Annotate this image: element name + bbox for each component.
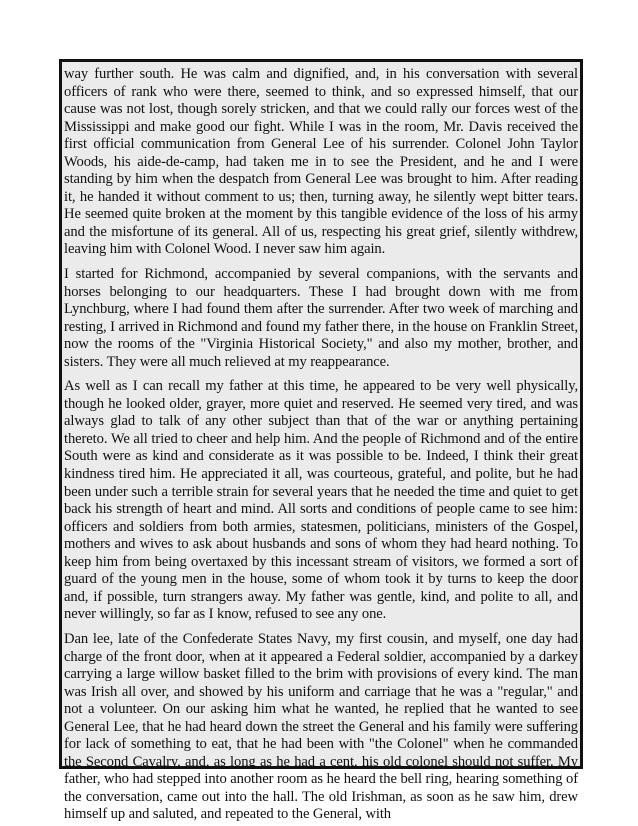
- paragraph-2: I started for Richmond, accompanied by several companions, with the servants and horses belonging to our headquarters. These I had brought down with me from Lynchburg, where I had found them after the surrender. After two week of marching and resting, I arrived in Richmond and found my father there, in the house on Franklin Street, now the rooms of the "Virginia Historical Society," and also my mother, brother, and sisters. They were all much relieved at my reappearance.: [64, 266, 578, 370]
- paragraph-4: Dan lee, late of the Confederate States Navy, my first cousin, and myself, one day had charge of the front door, when at it appeared a Federal soldier, accompanied by a darkey carrying a large willow basket filled to the brim with provisions of every kind. The man was Irish all over, and showed by his uniform and carriage that he was a "regular," and not a volunteer. On our asking him what he wanted, he replied that he wanted to see General Lee, that he had heard down the street the General and his family were suffering for lack of something to eat, that he had been with "the Colonel" when he commanded the Second Cavalry, and, as long as he had a cent, his old colonel should not suffer. My father, who had stepped into another room as he heard the bell ring, hearing something of the conversation, came out into the hall. The old Irishman, as soon as he saw him, drew himself up and saluted, and repeated to the General, with: [64, 630, 578, 823]
- paragraph-3: As well as I can recall my father at this time, he appeared to be very well physically, though he looked older, grayer, more quiet and reserved. He seemed very tired, and was always glad to talk of any other subject than that of the war or anything pertaining thereto. We all tried to cheer and help him. And the people of Richmond and of the entire South were as kind and considerate as it was possible to be. Indeed, I think their great kindness tired him. He appreciated it all, was courteous, grateful, and polite, but he had been under such a terrible strain for several years that he needed the time and quiet to get back his strength of heart and mind. All sorts and conditions of people came to see him: officers and soldiers from both armies, statesmen, politicians, ministers of the Gospel, mothers and wives to ask about husbands and sons of whom they had heard nothing. To keep him from being overtaxed by this incessant stream of visitors, we formed a sort of guard of the young men in the house, some of whom took it by turns to keep the door and, if possible, turn strangers away. My father was gentle, kind, and polite to all, and never willingly, so far as I know, refused to see any one.: [64, 378, 578, 623]
- document-page: [59, 59, 583, 823]
- paragraph-1: way further south. He was calm and dignified, and, in his conversation with several officers of rank who were there, seemed to think, and so expressed himself, that our cause was not lost, though sorely stricken, and that we could rally our forces west of the Mississippi and make good our fight. While I was in the room, Mr. Davis received the first official communication from General Lee of his surrender. Colonel John Taylor Woods, his aide-de-camp, had taken me in to see the President, and he and I were standing by him when the despatch from General Lee was brought to him. After reading it, he handed it without comment to us; then, turning away, he silently wept bitter tears. He seemed quite broken at the moment by this tangible evidence of the loss of his army and the misfortune of its general. All of us, respecting his great grief, silently withdrew, leaving him with Colonel Wood. I never saw him again.: [64, 66, 578, 258]
